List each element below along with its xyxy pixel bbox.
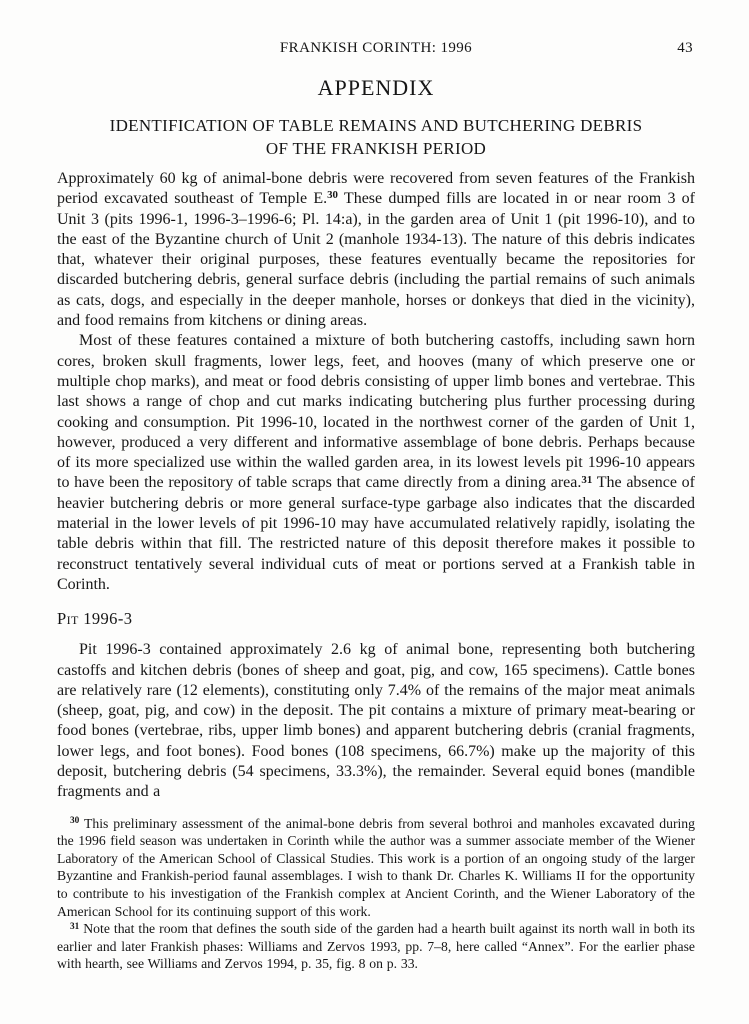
intro-paragraphs — [57, 169, 695, 595]
footnote-marker: 31 — [581, 473, 593, 486]
footnote-marker: 30 — [327, 189, 338, 202]
section-paragraphs — [57, 640, 695, 802]
footnote: $^{31}$ Note that the room that defines the south side of the garden had a hearth built against its north wall in both its earlier and later Frankish phases: Williams and Zervos 1993, pp. 7–8, here called “Annex”. For the earlier phase with hearth, see Williams and Zervos 1994, p. 35, fig. 8 on p. 33. — [57, 921, 695, 972]
article-body — [57, 169, 695, 803]
article-title-line-2: OF THE FRANKISH PERIOD — [265, 139, 487, 158]
section-heading: Pit 1996-3 — [57, 609, 133, 629]
running-head — [57, 40, 695, 58]
running-head-title: FRANKISH CORINTH: 1996 — [279, 40, 473, 56]
paragraph: Pit 1996-3 contained approximately 2.6 kg of animal bone, representing both butchering castoffs and kitchen debris (bones of sheep and goat, pig, and cow, 165 specimens). Cattle bones are relatively rare (12 elements), constituting only 7.4% of the remains of the major meat animals (sheep, goat, pig, and cow) in the deposit. The pit contains a mixture of primary meat-bearing or food bones (vertebrae, ribs, upper limb bones) and apparent butchering debris (cranial fragments, lower legs, and foot bones). Food bones (108 specimens, 66.7%) make up the majority of this deposit, butchering debris (54 specimens, 33.3%), the remainder. Several equid bones (mandible fragments and a — [57, 641, 695, 801]
footnote-number: 30 — [70, 816, 80, 827]
page-number: 43 — [677, 40, 693, 56]
footnotes — [57, 815, 695, 973]
paragraph: Most of these features contained a mixture of both butchering castoffs, including sawn horn cores, broken skull fragments, lower legs, feet, and hooves (many of which preserve one or multiple chop marks), and meat or food debris consisting of upper limb bones and vertebrae. This last shows a range of chop and cut marks indicating butchering plus further processing during cooking and consumption. Pit 1996-10, located in the northwest corner of the garden of Unit 1, however, produced a very different and informative assemblage of bone debris. Perhaps because of its more specialized use within the walled garden area, in its lowest levels pit 1996-10 appears to have been the repository of table scraps that came directly from a dining area.$^{31}$ The absence of heavier butchering debris or more general surface-type garbage also indicates that the discarded material in the lower levels of pit 1996-10 may have accumulated relatively rapidly, isolating the table debris within that fill. The restricted nature of this deposit therefore makes it possible to reconstruct tentatively several individual cuts of meat or portions served at a Frankish table in Corinth. — [57, 332, 696, 593]
paragraph: Approximately 60 kg of animal-bone debris were recovered from seven features of the Frankish period excavated southeast of Temple E.$^{30}$ These dumped fills are located in or near room 3 of Unit 3 (pits 1996-1, 1996-3–1996-6; Pl. 14:a), in the garden area of Unit 1 (pit 1996-10), and to the east of the Byzantine church of Unit 2 (manhole 1934-13). The nature of this debris indicates that, whatever their original purposes, these features eventually became the repositories for discarded butchering debris, general surface debris (including the partial remains of such animals as cats, dogs, and especially in the deeper manhole, horses or donkeys that died in the vicinity), and food remains from kitchens or dining areas. — [57, 170, 696, 330]
appendix-heading: APPENDIX — [317, 75, 435, 100]
footnote-number: 31 — [70, 921, 80, 932]
article-title — [57, 114, 695, 160]
footnote: $^{30}$ This preliminary assessment of the animal-bone debris from several bothroi and manholes excavated during the 1996 field season was undertaken in Corinth while the author was a summer associate member of the Wiener Laboratory of the American School of Classical Studies. This work is a portion of an ongoing study of the larger Byzantine and Frankish-period faunal assemblages. I wish to thank Dr. Charles K. Williams II for the opportunity to contribute to his investigation of the Frankish complex at Ancient Corinth, and the Wiener Laboratory of the American School for its continuing support of this work. — [57, 815, 695, 919]
article-title-line-1: IDENTIFICATION OF TABLE REMAINS AND BUTCHERING DEBRIS — [109, 116, 643, 135]
